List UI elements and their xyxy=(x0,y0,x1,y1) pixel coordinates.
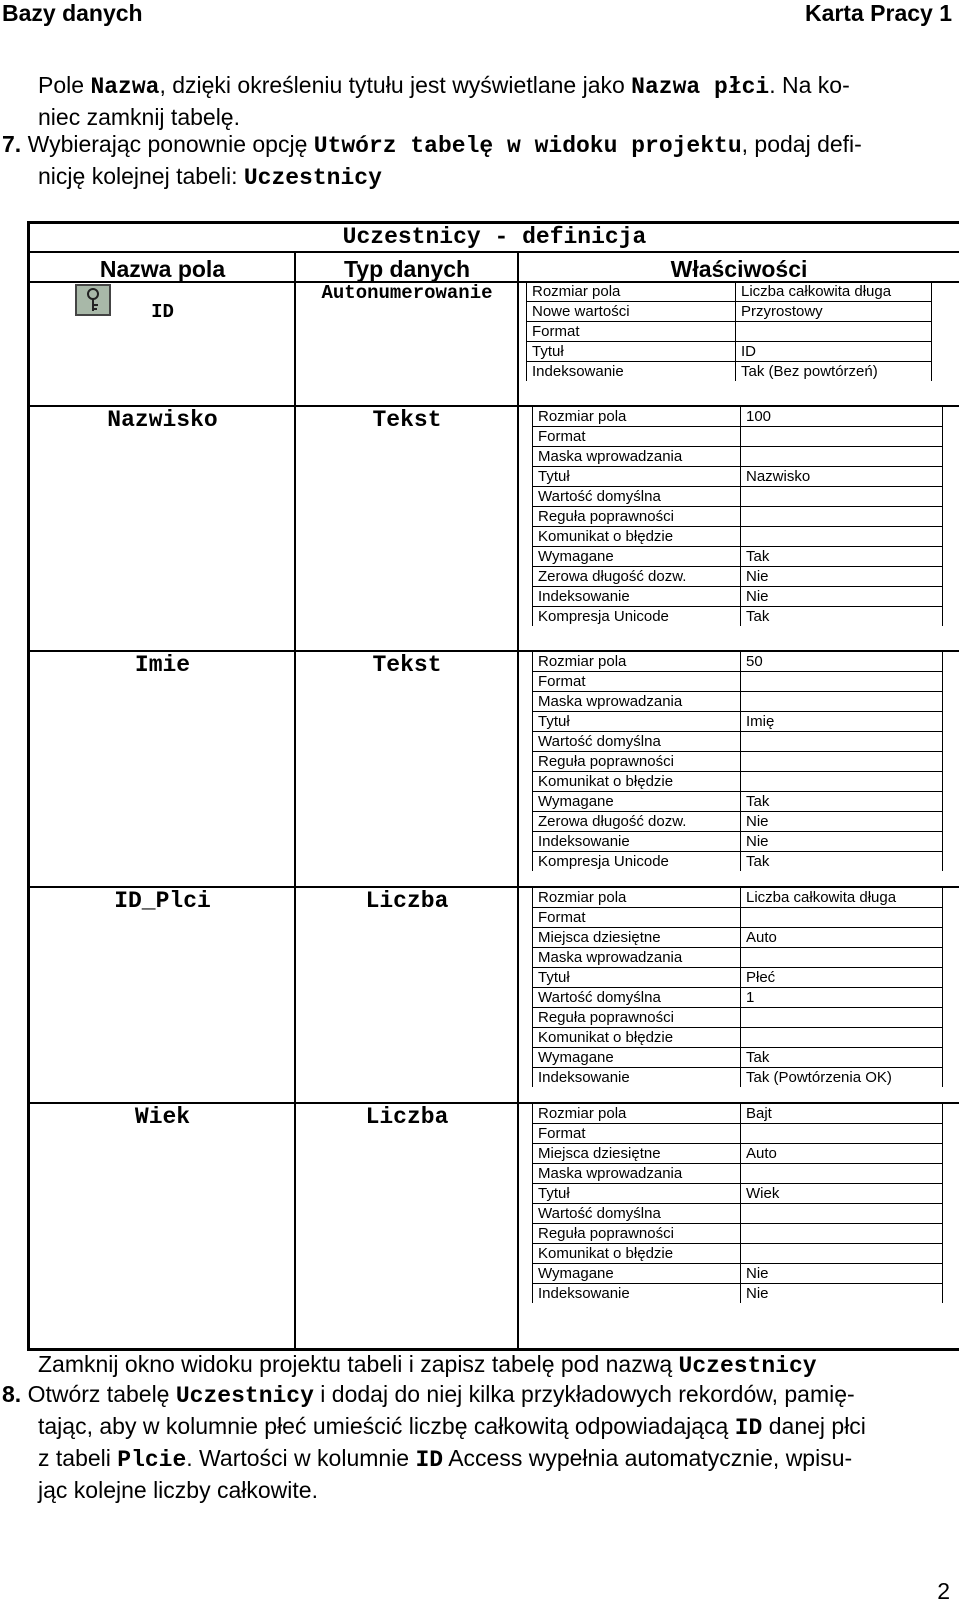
property-name: Maska wprowadzania xyxy=(533,447,741,467)
property-row xyxy=(533,732,943,752)
property-value xyxy=(741,1124,943,1144)
property-row xyxy=(533,1008,943,1028)
property-row xyxy=(533,652,943,672)
table-definition xyxy=(27,221,959,1351)
property-name: Wymagane xyxy=(533,547,741,567)
property-name: Komunikat o błędzie xyxy=(533,527,741,547)
property-value: 1 xyxy=(741,988,943,1008)
property-value: Płeć xyxy=(741,968,943,988)
property-row xyxy=(527,342,932,362)
property-row xyxy=(533,832,943,852)
property-value xyxy=(741,1244,943,1264)
property-value: Nazwisko xyxy=(741,467,943,487)
property-value: Tak xyxy=(741,607,943,627)
property-name: Indeksowanie xyxy=(533,1068,741,1088)
property-name: Nowe wartości xyxy=(527,302,736,322)
property-row xyxy=(533,1028,943,1048)
property-value: Imię xyxy=(741,712,943,732)
page-number: 2 xyxy=(937,1578,950,1604)
property-name: Miejsca dziesiętne xyxy=(533,1144,741,1164)
property-row xyxy=(533,1264,943,1284)
property-name: Maska wprowadzania xyxy=(533,948,741,968)
column-header-name: Nazwa pola xyxy=(99,256,226,282)
property-value: Przyrostowy xyxy=(736,302,932,322)
field-type-nazwisko: Tekst xyxy=(372,407,442,433)
property-value: Nie xyxy=(741,567,943,587)
property-row xyxy=(533,427,943,447)
property-name: Rozmiar pola xyxy=(533,888,741,908)
property-value: Bajt xyxy=(741,1104,943,1124)
property-name: Komunikat o błędzie xyxy=(533,772,741,792)
property-name: Indeksowanie xyxy=(533,832,741,852)
property-name: Format xyxy=(527,322,736,342)
property-row xyxy=(533,968,943,988)
property-name: Indeksowanie xyxy=(527,362,736,382)
field-name-imie: Imie xyxy=(134,652,191,678)
property-row xyxy=(533,1284,943,1304)
column-header-props: Właściwości xyxy=(670,256,808,282)
property-value xyxy=(736,322,932,342)
property-row xyxy=(533,948,943,968)
property-row xyxy=(533,1104,943,1124)
property-name: Reguła poprawności xyxy=(533,507,741,527)
property-name: Rozmiar pola xyxy=(533,1104,741,1124)
field-name-nazwisko: Nazwisko xyxy=(107,407,218,433)
property-row xyxy=(533,447,943,467)
field-type-id-plci: Liczba xyxy=(365,888,449,914)
property-name: Tytuł xyxy=(533,968,741,988)
property-row xyxy=(527,322,932,342)
field-properties-nazwisko xyxy=(532,406,943,626)
property-value: Liczba całkowita długa xyxy=(736,282,932,302)
property-name: Wymagane xyxy=(533,792,741,812)
property-name: Format xyxy=(533,427,741,447)
property-name: Format xyxy=(533,908,741,928)
property-value: Nie xyxy=(741,1284,943,1304)
field-type-imie: Tekst xyxy=(372,652,442,678)
property-row xyxy=(533,988,943,1008)
property-value: Tak xyxy=(741,852,943,872)
property-value: Nie xyxy=(741,832,943,852)
property-value xyxy=(741,487,943,507)
property-name: Indeksowanie xyxy=(533,1284,741,1304)
property-value xyxy=(741,772,943,792)
property-row xyxy=(533,1068,943,1088)
property-name: Format xyxy=(533,1124,741,1144)
property-name: Kompresja Unicode xyxy=(533,852,741,872)
intro-paragraph: Pole Nazwa, dzięki określeniu tytułu jest wyświetlane jako Nazwa płci. Na ko- niec zamknij tabelę. xyxy=(38,72,850,130)
property-row xyxy=(533,1204,943,1224)
property-row xyxy=(533,407,943,427)
key-icon xyxy=(75,284,111,316)
property-row xyxy=(533,812,943,832)
property-row xyxy=(533,852,943,872)
property-value xyxy=(741,527,943,547)
property-value xyxy=(741,1224,943,1244)
property-name: Rozmiar pola xyxy=(527,282,736,302)
property-name: Indeksowanie xyxy=(533,587,741,607)
property-name: Reguła poprawności xyxy=(533,1008,741,1028)
property-row xyxy=(533,487,943,507)
property-value xyxy=(741,948,943,968)
property-row xyxy=(533,1144,943,1164)
property-value: Tak xyxy=(741,792,943,812)
property-row xyxy=(533,607,943,627)
property-row xyxy=(533,507,943,527)
property-name: Wartość domyślna xyxy=(533,1204,741,1224)
field-type-id: Autonumerowanie xyxy=(321,282,493,304)
property-name: Reguła poprawności xyxy=(533,752,741,772)
property-value xyxy=(741,672,943,692)
property-name: Maska wprowadzania xyxy=(533,1164,741,1184)
property-row xyxy=(533,1124,943,1144)
property-name: Wartość domyślna xyxy=(533,732,741,752)
property-row xyxy=(533,467,943,487)
property-value: ID xyxy=(736,342,932,362)
property-row xyxy=(533,1244,943,1264)
property-value: Nie xyxy=(741,812,943,832)
property-row xyxy=(533,908,943,928)
property-value xyxy=(741,752,943,772)
field-type-wiek: Liczba xyxy=(365,1104,449,1130)
header-subject: Bazy danych xyxy=(2,0,143,26)
property-name: Zerowa długość dozw. xyxy=(533,567,741,587)
property-name: Rozmiar pola xyxy=(533,407,741,427)
property-row xyxy=(533,1048,943,1068)
property-name: Tytuł xyxy=(533,1184,741,1204)
property-name: Wartość domyślna xyxy=(533,988,741,1008)
property-value xyxy=(741,732,943,752)
property-name: Wartość domyślna xyxy=(533,487,741,507)
field-properties-id-plci xyxy=(532,887,943,1087)
property-name: Komunikat o błędzie xyxy=(533,1244,741,1264)
property-name: Wymagane xyxy=(533,1048,741,1068)
property-row xyxy=(533,752,943,772)
property-value: 100 xyxy=(741,407,943,427)
property-value: Tak xyxy=(741,547,943,567)
property-row xyxy=(533,888,943,908)
property-row xyxy=(527,282,932,302)
property-value xyxy=(741,1028,943,1048)
property-value: Liczba całkowita długa xyxy=(741,888,943,908)
property-value xyxy=(741,507,943,527)
property-row xyxy=(533,928,943,948)
property-value xyxy=(741,908,943,928)
property-name: Kompresja Unicode xyxy=(533,607,741,627)
property-name: Tytuł xyxy=(533,712,741,732)
property-name: Format xyxy=(533,672,741,692)
property-value xyxy=(741,1008,943,1028)
column-header-type: Typ danych xyxy=(343,256,471,282)
property-row xyxy=(533,1224,943,1244)
property-value: Tak (Powtórzenia OK) xyxy=(741,1068,943,1088)
property-name: Komunikat o błędzie xyxy=(533,1028,741,1048)
property-value: Tak xyxy=(741,1048,943,1068)
property-name: Zerowa długość dozw. xyxy=(533,812,741,832)
property-row xyxy=(533,567,943,587)
property-name: Wymagane xyxy=(533,1264,741,1284)
field-name-id: ID xyxy=(151,301,174,323)
property-value: Nie xyxy=(741,1264,943,1284)
property-value xyxy=(741,1204,943,1224)
property-row xyxy=(533,527,943,547)
property-name: Tytuł xyxy=(527,342,736,362)
property-row xyxy=(533,587,943,607)
property-value: Tak (Bez powtórzeń) xyxy=(736,362,932,382)
property-name: Miejsca dziesiętne xyxy=(533,928,741,948)
property-value: Auto xyxy=(741,1144,943,1164)
property-value: Nie xyxy=(741,587,943,607)
step-8: 8. Otwórz tabelę Uczestnicy i dodaj do niej kilka przykładowych rekordów, pamię- tając, aby w kolumnie płeć umieścić liczbę całkowitą odpowiadającą ID danej płci z tabeli Plcie. Wartości w kolumnie ID Access wypełnia automatycznie, wpisu- jąc kolejne liczby całkowite. xyxy=(2,1381,866,1503)
property-value xyxy=(741,447,943,467)
property-row xyxy=(533,1184,943,1204)
property-name: Maska wprowadzania xyxy=(533,692,741,712)
property-row xyxy=(533,547,943,567)
property-value: Wiek xyxy=(741,1184,943,1204)
table-title: Uczestnicy - definicja xyxy=(342,224,647,250)
property-row xyxy=(533,772,943,792)
property-row xyxy=(527,362,932,382)
header-title: Karta Pracy 1 xyxy=(804,0,952,26)
field-name-id-plci: ID_Plci xyxy=(114,888,211,914)
property-value xyxy=(741,1164,943,1184)
property-value: 50 xyxy=(741,652,943,672)
field-properties-wiek xyxy=(532,1103,943,1303)
property-row xyxy=(533,672,943,692)
property-name: Tytuł xyxy=(533,467,741,487)
property-value xyxy=(741,427,943,447)
field-name-wiek: Wiek xyxy=(134,1104,191,1130)
property-row xyxy=(533,692,943,712)
property-row xyxy=(533,1164,943,1184)
property-row xyxy=(533,792,943,812)
property-row xyxy=(527,302,932,322)
property-value: Auto xyxy=(741,928,943,948)
field-properties-id xyxy=(526,281,932,381)
closing-instruction: Zamknij okno widoku projektu tabeli i zapisz tabelę pod nazwą Uczestnicy xyxy=(38,1351,817,1379)
step-7: 7. Wybierając ponownie opcję Utwórz tabelę w widoku projektu, podaj defi- nicję kolejnej tabeli: Uczestnicy xyxy=(2,131,862,191)
property-value xyxy=(741,692,943,712)
property-name: Rozmiar pola xyxy=(533,652,741,672)
property-name: Reguła poprawności xyxy=(533,1224,741,1244)
field-properties-imie xyxy=(532,651,943,871)
property-row xyxy=(533,712,943,732)
